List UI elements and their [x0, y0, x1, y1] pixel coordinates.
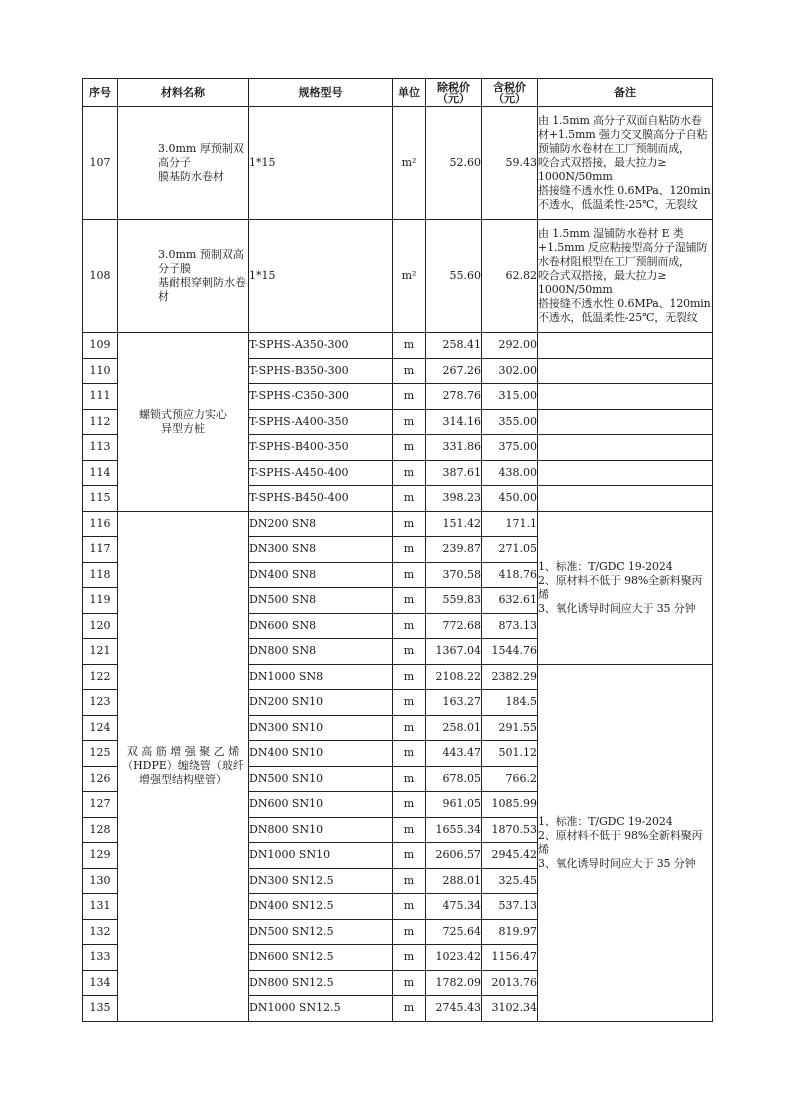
table-row [83, 107, 713, 220]
cell-price-in: 501.12 [482, 741, 538, 767]
cell-unit: m [393, 358, 426, 384]
remark-line: 咬合式双搭接，最大拉力≥ [538, 156, 667, 169]
cell-price-in: 2382.29 [482, 664, 538, 690]
cell-unit: m [393, 537, 426, 563]
cell-price-in: 62.82 [482, 220, 538, 333]
cell-spec: 1*15 [249, 107, 393, 220]
cell-unit: m [393, 588, 426, 614]
cell-price-in: 59.43 [482, 107, 538, 220]
cell-price-ex: 52.60 [426, 107, 482, 220]
cell-unit: m [393, 945, 426, 971]
cell-spec: DN1000 SN12.5 [249, 996, 393, 1022]
cell-spec: DN300 SN12.5 [249, 868, 393, 894]
cell-price-ex: 2606.57 [426, 843, 482, 869]
remark-line: 由 1.5mm 湿铺防水卷材 E 类 [538, 227, 684, 240]
cell-unit: m [393, 715, 426, 741]
header-price-in [482, 79, 538, 107]
remark-line: +1.5mm 反应粘接型高分子湿铺防 [538, 241, 708, 254]
cell-spec: T-SPHS-B350-300 [249, 358, 393, 384]
name-line: （HDPE）缠绕管（玻纤 [122, 759, 244, 772]
cell-price-in: 537.13 [482, 894, 538, 920]
cell-price-ex: 1023.42 [426, 945, 482, 971]
cell-price-in: 3102.34 [482, 996, 538, 1022]
cell-price-ex: 725.64 [426, 919, 482, 945]
cell-spec: DN600 SN8 [249, 613, 393, 639]
cell-price-ex: 1655.34 [426, 817, 482, 843]
remark-line: 搭接缝不透水性 0.6MPa、120min [538, 297, 711, 310]
cell-remark [538, 220, 713, 333]
cell-spec: DN800 SN10 [249, 817, 393, 843]
cell-unit: m [393, 409, 426, 435]
table-row [83, 220, 713, 333]
cell-price-ex: 258.01 [426, 715, 482, 741]
cell-seq: 119 [83, 588, 118, 614]
remark-line: 水卷材阻根型在工厂预制而成， [538, 255, 690, 268]
cell-spec: DN500 SN12.5 [249, 919, 393, 945]
cell-unit: m [393, 690, 426, 716]
remark-line: 材+1.5mm 强力交叉膜高分子自粘 [538, 128, 708, 141]
cell-spec: DN600 SN12.5 [249, 945, 393, 971]
cell-seq: 125 [83, 741, 118, 767]
cell-unit: m [393, 460, 426, 486]
cell-seq: 133 [83, 945, 118, 971]
cell-seq: 117 [83, 537, 118, 563]
remark-line: 咬合式双搭接，最大拉力≥ [538, 269, 667, 282]
cell-price-ex: 278.76 [426, 384, 482, 410]
remark-line: 2、原材料不低于 98%全新料聚丙烯 [538, 828, 703, 856]
cell-price-ex: 314.16 [426, 409, 482, 435]
cell-unit: m [393, 613, 426, 639]
cell-spec: T-SPHS-B400-350 [249, 435, 393, 461]
header-price-ex-l2: （元） [437, 91, 470, 105]
cell-unit: m [393, 792, 426, 818]
cell-seq: 131 [83, 894, 118, 920]
cell-price-ex: 267.26 [426, 358, 482, 384]
cell-unit: m [393, 511, 426, 537]
cell-price-in: 355.00 [482, 409, 538, 435]
cell-price-in: 375.00 [482, 435, 538, 461]
cell-seq: 112 [83, 409, 118, 435]
table-body [83, 107, 713, 1022]
cell-spec: T-SPHS-A400-350 [249, 409, 393, 435]
cell-remark-empty [538, 384, 713, 410]
cell-unit: m [393, 894, 426, 920]
cell-price-ex: 678.05 [426, 766, 482, 792]
cell-seq: 113 [83, 435, 118, 461]
cell-price-in: 450.00 [482, 486, 538, 512]
cell-spec: DN1000 SN8 [249, 664, 393, 690]
header-price-ex [426, 79, 482, 107]
cell-seq: 111 [83, 384, 118, 410]
cell-price-in: 2945.42 [482, 843, 538, 869]
cell-seq: 128 [83, 817, 118, 843]
cell-price-ex: 398.23 [426, 486, 482, 512]
cell-seq: 120 [83, 613, 118, 639]
cell-spec: DN400 SN12.5 [249, 894, 393, 920]
cell-price-ex: 559.83 [426, 588, 482, 614]
cell-seq: 124 [83, 715, 118, 741]
cell-price-ex: 1367.04 [426, 639, 482, 665]
cell-unit: m² [393, 220, 426, 333]
cell-unit: m [393, 562, 426, 588]
cell-price-in: 291.55 [482, 715, 538, 741]
cell-price-in: 1870.53 [482, 817, 538, 843]
cell-unit: m [393, 435, 426, 461]
name-line: 双 高 筋 增 强 聚 乙 烯 [126, 745, 240, 758]
cell-remark-empty [538, 333, 713, 359]
remark-line: 1、标准：T/GDC 19-2024 [538, 814, 673, 828]
cell-price-ex: 443.47 [426, 741, 482, 767]
cell-price-ex: 2108.22 [426, 664, 482, 690]
cell-remark-empty [538, 409, 713, 435]
cell-seq: 122 [83, 664, 118, 690]
cell-unit: m [393, 970, 426, 996]
name-line: 3.0mm 预制双高分子膜 [158, 248, 244, 275]
name-line: 增强型结构壁管） [139, 773, 227, 786]
cell-price-in: 1156.47 [482, 945, 538, 971]
remark-line: 不透水，低温柔性-25℃，无裂纹 [538, 198, 698, 211]
cell-material-name [118, 511, 249, 1021]
cell-unit: m [393, 919, 426, 945]
header-spec: 规格型号 [249, 79, 393, 107]
cell-price-ex: 1782.09 [426, 970, 482, 996]
cell-price-ex: 151.42 [426, 511, 482, 537]
cell-spec: DN200 SN8 [249, 511, 393, 537]
cell-price-ex: 387.61 [426, 460, 482, 486]
cell-price-ex: 288.01 [426, 868, 482, 894]
cell-price-in: 873.13 [482, 613, 538, 639]
cell-remark [538, 107, 713, 220]
header-price-ex-l1: 除税价 [437, 80, 470, 94]
cell-price-in: 2013.76 [482, 970, 538, 996]
header-price-in-l2: （元） [493, 91, 526, 105]
cell-material-name [118, 107, 249, 220]
cell-price-in: 184.5 [482, 690, 538, 716]
cell-spec: DN500 SN8 [249, 588, 393, 614]
cell-price-ex: 163.27 [426, 690, 482, 716]
cell-unit: m [393, 333, 426, 359]
cell-price-in: 292.00 [482, 333, 538, 359]
name-line: 3.0mm 厚预制双高分子 [158, 142, 244, 169]
remark-line: 预铺防水卷材在工厂预制而成， [538, 142, 690, 155]
header-unit: 单位 [393, 79, 426, 107]
cell-price-ex: 2745.43 [426, 996, 482, 1022]
remark-line: 由 1.5mm 高分子双面自粘防水卷 [538, 114, 702, 127]
cell-price-in: 325.45 [482, 868, 538, 894]
cell-remark-empty [538, 435, 713, 461]
cell-price-ex: 258.41 [426, 333, 482, 359]
name-line: 螺锁式预应力实心 [139, 407, 227, 421]
cell-price-in: 271.05 [482, 537, 538, 563]
cell-price-in: 171.1 [482, 511, 538, 537]
cell-seq: 110 [83, 358, 118, 384]
cell-unit: m [393, 664, 426, 690]
cell-price-in: 302.00 [482, 358, 538, 384]
remark-line: 3、氧化诱导时间应大于 35 分钟 [538, 856, 696, 870]
cell-price-ex: 331.86 [426, 435, 482, 461]
cell-price-ex: 961.05 [426, 792, 482, 818]
name-line: 基耐根穿刺防水卷材 [158, 276, 246, 303]
remark-line: 1000N/50mm [538, 283, 613, 296]
cell-spec: DN200 SN10 [249, 690, 393, 716]
cell-seq: 134 [83, 970, 118, 996]
cell-unit: m² [393, 107, 426, 220]
cell-unit: m [393, 843, 426, 869]
cell-material-name [118, 220, 249, 333]
cell-price-ex: 772.68 [426, 613, 482, 639]
cell-seq: 107 [83, 107, 118, 220]
name-line: 异型方桩 [161, 421, 205, 435]
cell-spec: DN300 SN8 [249, 537, 393, 563]
cell-seq: 114 [83, 460, 118, 486]
cell-spec: DN600 SN10 [249, 792, 393, 818]
cell-spec: DN400 SN10 [249, 741, 393, 767]
cell-spec: DN300 SN10 [249, 715, 393, 741]
cell-spec: T-SPHS-A450-400 [249, 460, 393, 486]
cell-remark-empty [538, 358, 713, 384]
header-name: 材料名称 [118, 79, 249, 107]
remark-line: 2、原材料不低于 98%全新料聚丙烯 [538, 573, 703, 601]
cell-spec: DN400 SN8 [249, 562, 393, 588]
cell-seq: 109 [83, 333, 118, 359]
cell-unit: m [393, 817, 426, 843]
cell-unit: m [393, 996, 426, 1022]
cell-price-in: 418.76 [482, 562, 538, 588]
remark-line: 不透水，低温柔性-25℃，无裂纹 [538, 311, 698, 324]
cell-price-in: 819.97 [482, 919, 538, 945]
cell-unit: m [393, 486, 426, 512]
cell-unit: m [393, 868, 426, 894]
cell-spec: DN800 SN12.5 [249, 970, 393, 996]
remark-line: 搭接缝不透水性 0.6MPa、120min [538, 184, 711, 197]
cell-unit: m [393, 384, 426, 410]
cell-seq: 127 [83, 792, 118, 818]
cell-price-in: 1085.99 [482, 792, 538, 818]
cell-spec: T-SPHS-B450-400 [249, 486, 393, 512]
cell-seq: 135 [83, 996, 118, 1022]
cell-price-in: 315.00 [482, 384, 538, 410]
table-row [83, 511, 713, 537]
remark-line: 1000N/50mm [538, 170, 613, 183]
cell-seq: 132 [83, 919, 118, 945]
cell-seq: 116 [83, 511, 118, 537]
cell-price-in: 438.00 [482, 460, 538, 486]
name-line: 膜基防水卷材 [158, 170, 224, 183]
cell-material-name [118, 333, 249, 512]
cell-unit: m [393, 639, 426, 665]
table-row [83, 333, 713, 359]
cell-seq: 126 [83, 766, 118, 792]
cell-spec: DN800 SN8 [249, 639, 393, 665]
cell-price-ex: 370.58 [426, 562, 482, 588]
header-row [83, 79, 713, 107]
cell-spec: DN500 SN10 [249, 766, 393, 792]
cell-price-ex: 239.87 [426, 537, 482, 563]
cell-price-in: 766.2 [482, 766, 538, 792]
cell-remark [538, 511, 713, 664]
cell-price-ex: 55.60 [426, 220, 482, 333]
cell-seq: 118 [83, 562, 118, 588]
price-table [82, 78, 713, 1022]
cell-price-ex: 475.34 [426, 894, 482, 920]
cell-unit: m [393, 741, 426, 767]
header-seq: 序号 [83, 79, 118, 107]
cell-remark-empty [538, 460, 713, 486]
cell-spec: 1*15 [249, 220, 393, 333]
cell-unit: m [393, 766, 426, 792]
cell-seq: 121 [83, 639, 118, 665]
cell-seq: 115 [83, 486, 118, 512]
cell-price-in: 632.61 [482, 588, 538, 614]
remark-line: 1、标准：T/GDC 19-2024 [538, 559, 673, 573]
cell-spec: T-SPHS-C350-300 [249, 384, 393, 410]
cell-price-in: 1544.76 [482, 639, 538, 665]
header-price-in-l1: 含税价 [493, 80, 526, 94]
cell-remark-empty [538, 486, 713, 512]
cell-remark [538, 664, 713, 1021]
remark-line: 3、氧化诱导时间应大于 35 分钟 [538, 601, 696, 615]
header-remark: 备注 [538, 79, 713, 107]
cell-seq: 123 [83, 690, 118, 716]
cell-seq: 129 [83, 843, 118, 869]
cell-spec: DN1000 SN10 [249, 843, 393, 869]
cell-seq: 130 [83, 868, 118, 894]
cell-spec: T-SPHS-A350-300 [249, 333, 393, 359]
cell-seq: 108 [83, 220, 118, 333]
